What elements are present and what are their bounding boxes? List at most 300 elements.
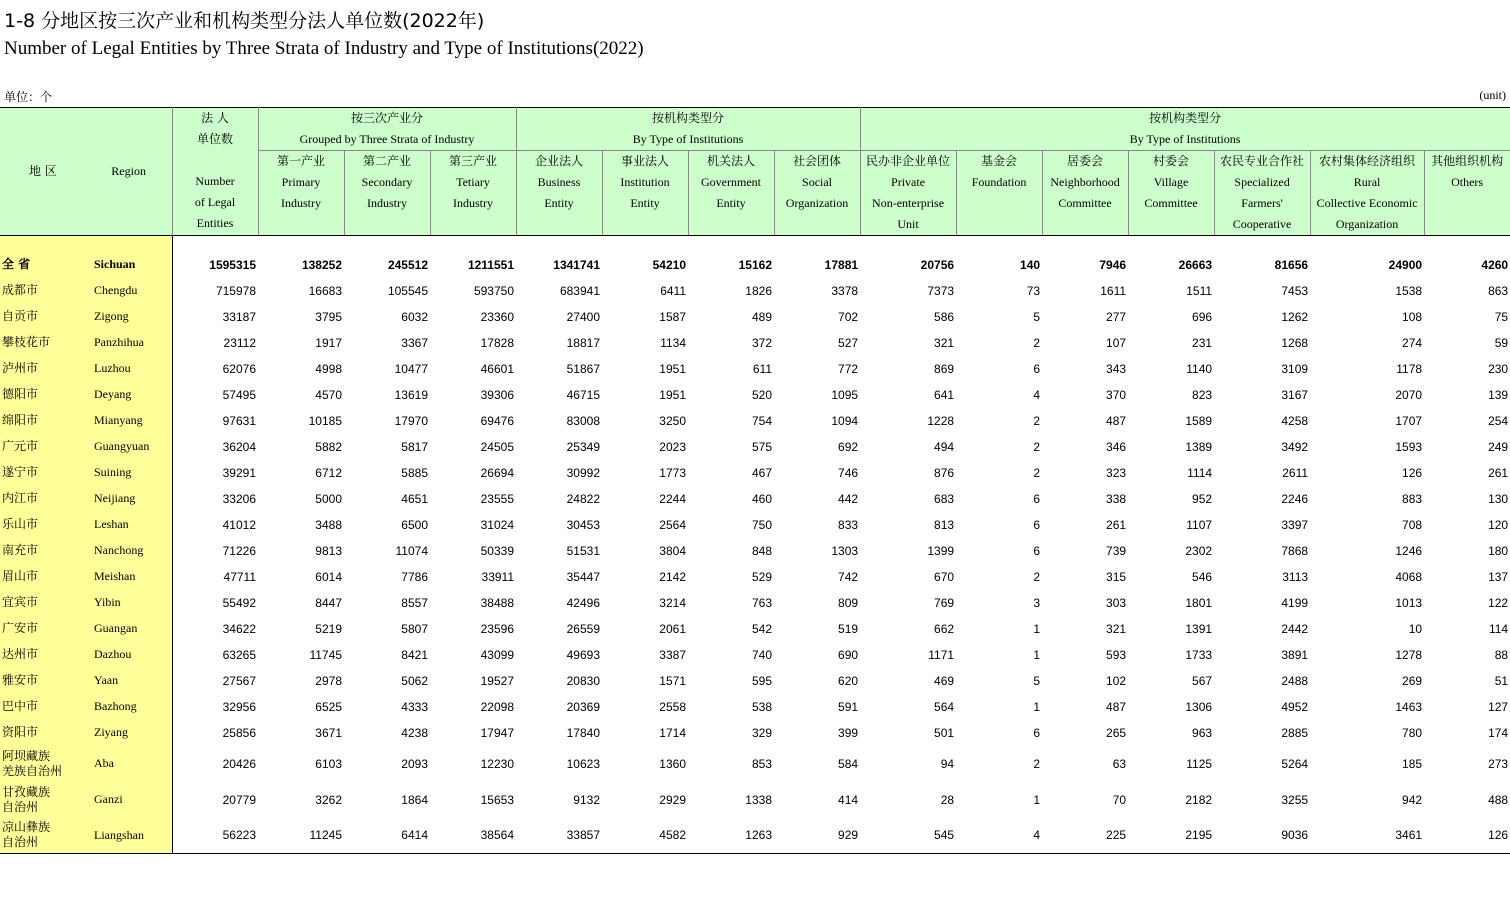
table-cell: 780 [1402,725,1423,740]
table-cell: 36204 [222,439,256,454]
table-cell: 1571 [659,673,686,688]
table-cell: 2023 [659,439,686,454]
table-row [0,278,1510,304]
table-row [0,330,1510,356]
table-cell: 6 [1033,543,1041,558]
table-cell: 467 [751,465,772,480]
table-cell: 683 [934,491,955,506]
table-cell: 140 [1020,257,1041,272]
table-row [0,460,1510,486]
region-name-cn: 雅安市 [0,668,86,694]
col-secondary-cn: 第二产业 [362,154,411,168]
table-cell: 4238 [401,725,428,740]
total-header-en-3: Entities [196,216,234,230]
col-institution-cn: 事业法人 [620,154,669,168]
table-cell: 1125 [1186,756,1213,771]
table-row [0,304,1510,330]
table-cell: 3795 [315,309,342,324]
table-cell: 1463 [1395,699,1423,714]
table-cell: 772 [838,361,859,376]
group-institution-header-2 [860,108,1510,151]
table-cell: 254 [1488,413,1509,428]
table-cell: 1341741 [553,257,600,272]
table-cell: 19527 [480,673,514,688]
table-cell: 863 [1488,283,1509,298]
table-cell: 489 [751,309,772,324]
table-cell: 6525 [315,699,342,714]
table-cell: 3891 [1281,647,1309,662]
col-neighborhood-header [1042,151,1128,236]
table-cell: 185 [1402,756,1423,771]
table-cell: 564 [934,699,955,714]
col-village-header [1128,151,1214,236]
table-cell: 2182 [1185,792,1213,807]
table-cell: 690 [838,647,859,662]
table-cell: 584 [838,756,859,771]
table-row [0,746,1510,782]
table-cell: 8557 [401,595,428,610]
table-cell: 26663 [1178,257,1213,272]
col-secondary-header [344,151,430,236]
region-name-en: Yaan [86,668,172,694]
col-private-header [860,151,956,236]
table-row [0,590,1510,616]
table-cell: 8447 [315,595,342,610]
table-cell: 114 [1488,621,1509,636]
region-name-en: Panzhihua [86,330,172,356]
table-cell: 94 [940,756,955,771]
col-social-en1: Social [802,175,833,189]
table-cell: 5264 [1281,756,1309,771]
table-cell: 853 [751,756,772,771]
table-cell: 715978 [215,283,256,298]
col-others-header [1424,151,1510,236]
table-row [0,720,1510,746]
table-row [0,668,1510,694]
col-primary-en2: Industry [281,196,321,210]
table-cell: 2302 [1185,543,1213,558]
table-cell: 15162 [738,257,772,272]
table-cell: 56223 [172,818,258,854]
table-cell: 1595315 [209,257,256,272]
table-cell: 6032 [401,309,428,324]
table-cell: 174 [1488,725,1509,740]
table-cell: 963 [1192,725,1213,740]
table-cell: 501 [934,725,955,740]
table-cell: 49693 [566,647,600,662]
table-cell: 126 [1424,818,1510,854]
col-tertiary-en2: Industry [453,196,493,210]
table-cell: 929 [774,818,860,854]
table-cell: 739 [1106,543,1127,558]
table-cell: 33857 [516,818,602,854]
table-cell: 23555 [480,491,514,506]
table-cell: 1095 [831,387,859,402]
region-name-en: Liangshan [86,818,172,854]
table-row [0,434,1510,460]
table-row [0,642,1510,668]
table-cell: 24505 [480,439,514,454]
table-cell: 593750 [473,283,514,298]
table-cell: 692 [838,439,859,454]
table-cell: 265 [1106,725,1127,740]
table-cell: 130 [1488,491,1509,506]
table-cell: 2885 [1281,725,1309,740]
col-others-cn: 其他组织机构 [1431,154,1504,168]
table-cell: 30992 [566,465,600,480]
table-cell: 277 [1106,309,1127,324]
table-cell: 20369 [566,699,600,714]
table-cell: 1094 [831,413,859,428]
table-cell: 105545 [387,283,428,298]
table-cell: 30453 [566,517,600,532]
table-cell: 1611 [1100,283,1127,298]
table-cell: 43099 [480,647,514,662]
table-cell: 469 [934,673,955,688]
table-cell: 5062 [401,673,428,688]
table-row [0,564,1510,590]
table-cell: 50339 [480,543,514,558]
region-name-en: Neijiang [86,486,172,512]
region-name-en: Ziyang [86,720,172,746]
table-cell: 4258 [1281,413,1309,428]
table-cell: 1538 [1395,283,1423,298]
table-cell: 102 [1106,673,1127,688]
region-name-en: Mianyang [86,408,172,434]
table-cell: 813 [934,517,955,532]
table-cell: 2 [1033,569,1041,584]
table-cell: 4651 [401,491,428,506]
region-name-en: Ganzi [86,782,172,818]
table-cell: 62076 [222,361,256,376]
table-cell: 4582 [602,818,688,854]
table-cell: 2093 [401,756,428,771]
region-name-en: Suining [86,460,172,486]
table-cell: 5882 [315,439,342,454]
table-cell: 261 [1106,517,1127,532]
table-cell: 527 [838,335,859,350]
table-cell: 1589 [1185,413,1213,428]
table-cell: 5817 [401,439,428,454]
table-cell: 3214 [659,595,686,610]
table-cell: 38488 [480,595,514,610]
table-cell: 833 [838,517,859,532]
table-cell: 12230 [480,756,514,771]
region-name-cn: 广元市 [0,434,86,460]
table-cell: 740 [751,647,772,662]
table-cell: 487 [1106,699,1127,714]
table-cell: 139 [1488,387,1509,402]
region-name-cn [0,818,86,854]
region-name-en: Meishan [86,564,172,590]
table-cell: 3488 [315,517,342,532]
table-cell: 5 [1033,309,1041,324]
table-cell: 1951 [659,361,686,376]
region-name-cn: 达州市 [0,642,86,668]
region-name-en: Dazhou [86,642,172,668]
table-cell: 88 [1494,647,1509,662]
table-cell: 1228 [927,413,955,428]
region-name-cn: 南充市 [0,538,86,564]
region-name-cn: 资阳市 [0,720,86,746]
table-cell: 17970 [394,413,428,428]
table-cell: 591 [838,699,859,714]
table-cell: 487 [1106,413,1127,428]
col-secondary-en1: Secondary [361,175,413,189]
table-cell: 73 [1026,283,1041,298]
table-cell: 5807 [401,621,428,636]
table-cell: 138252 [301,257,342,272]
col-private-en1: Private [891,175,926,189]
table-cell: 3109 [1281,361,1309,376]
table-cell: 3250 [659,413,686,428]
table-cell: 1826 [745,283,772,298]
col-neighborhood-en2: Committee [1058,196,1112,210]
table-title-en: Number of Legal Entities by Three Strata of Industry and Type of Institutions(2022) [4,38,644,59]
table-cell: 2 [1033,335,1041,350]
table-cell: 1593 [1395,439,1423,454]
table-cell: 25349 [566,439,600,454]
table-cell: 17881 [824,257,859,272]
table-cell: 33911 [481,569,514,584]
table-cell: 273 [1488,756,1509,771]
region-header-cn: 地 区 [28,164,57,178]
region-name-en: Aba [86,746,172,782]
table-cell: 546 [1192,569,1213,584]
col-rural-en1: Rural [1353,175,1381,189]
table-cell: 1262 [1281,309,1309,324]
table-cell: 59 [1494,335,1509,350]
table-cell: 2929 [659,792,686,807]
table-cell: 75 [1494,309,1509,324]
table-cell: 696 [1192,309,1213,324]
table-cell: 9036 [1214,818,1310,854]
table-cell: 2978 [315,673,342,688]
col-coop-en2: Farmers' [1241,196,1283,210]
table-cell: 595 [751,673,772,688]
table-cell: 10 [1408,621,1423,636]
table-cell: 107 [1106,335,1127,350]
region-name-cn: 德阳市 [0,382,86,408]
table-cell: 63 [1112,756,1127,771]
table-cell: 34622 [222,621,256,636]
table-cell: 39306 [480,387,514,402]
col-foundation-header [956,151,1042,236]
group-industry-en: Grouped by Three Strata of Industry [299,132,475,146]
table-cell: 529 [751,569,772,584]
group-industry-header [258,108,516,151]
table-cell: 274 [1402,335,1423,350]
group-industry-cn: 按三次产业分 [350,111,423,125]
total-header-cn-1: 法 人 [201,111,229,125]
table-cell: 5219 [315,621,342,636]
col-private-cn: 民办非企业单位 [866,154,951,168]
col-neighborhood-en1: Neighborhood [1050,175,1120,189]
table-cell: 230 [1488,361,1509,376]
table-cell: 2142 [659,569,686,584]
table-cell: 542 [751,621,772,636]
table-cell: 343 [1106,361,1127,376]
total-header [172,108,258,236]
col-government-header [688,151,774,236]
region-name-cn: 巴中市 [0,694,86,720]
table-cell: 11074 [395,543,428,558]
table-cell: 22098 [480,699,514,714]
region-name-cn-line2: 自治州 [2,835,39,850]
region-name-cn [0,782,86,818]
region-name-cn-line1: 阿坝藏族 [2,748,51,763]
col-rural-header [1310,151,1424,236]
table-cell: 809 [838,595,859,610]
col-social-header [774,151,860,236]
table-cell: 1107 [1186,517,1213,532]
table-cell: 2244 [659,491,686,506]
region-name-en: Bazhong [86,694,172,720]
table-cell: 9132 [573,792,600,807]
table-cell: 883 [1402,491,1423,506]
total-header-en-1: Number [195,174,235,188]
table-cell: 4068 [1395,569,1423,584]
region-name-en: Chengdu [86,278,172,304]
table-cell: 323 [1106,465,1127,480]
table-cell: 4260 [1481,257,1509,272]
col-government-en1: Government [701,175,761,189]
table-cell: 1246 [1395,543,1423,558]
table-cell: 269 [1402,673,1423,688]
table-cell: 662 [934,621,955,636]
table-cell: 10185 [308,413,342,428]
col-government-en2: Entity [716,196,746,210]
table-cell: 1 [1033,699,1041,714]
table-cell: 2 [1033,756,1041,771]
col-tertiary-header [430,151,516,236]
col-primary-header [258,151,344,236]
table-body [0,236,1510,868]
table-cell: 83008 [566,413,600,428]
table-cell: 11245 [258,818,344,854]
total-header-en-2: of Legal [194,195,236,209]
total-header-cn-2: 单位数 [196,132,233,146]
table-cell: 249 [1488,439,1509,454]
table-cell: 20426 [222,756,256,771]
table-cell: 31024 [480,517,514,532]
table-cell: 538 [751,699,772,714]
region-name-cn [0,746,86,782]
table-cell: 2488 [1281,673,1309,688]
table-cell: 26694 [480,465,514,480]
table-cell: 33187 [222,309,256,324]
table-cell: 876 [934,465,955,480]
table-cell: 1171 [928,647,955,662]
table-cell: 23112 [223,335,256,350]
col-business-cn: 企业法人 [534,154,583,168]
col-government-cn: 机关法人 [706,154,755,168]
region-name-en: Yibin [86,590,172,616]
table-cell: 6414 [344,818,430,854]
table-cell: 315 [1106,569,1127,584]
table-cell: 27400 [566,309,600,324]
table-cell: 1391 [1185,621,1213,636]
col-business-en1: Business [537,175,581,189]
table-cell: 231 [1192,335,1213,350]
table-cell: 5885 [401,465,428,480]
table-cell: 11745 [309,647,342,662]
table-cell: 16683 [308,283,342,298]
table-cell: 823 [1192,387,1213,402]
table-cell: 51867 [566,361,600,376]
table-cell: 488 [1488,792,1509,807]
group-institution-2-cn: 按机构类型分 [1149,111,1222,125]
table-cell: 6014 [315,569,342,584]
col-village-cn: 村委会 [1153,154,1190,168]
total-row [0,252,1510,278]
table-cell: 27567 [222,673,256,688]
table-cell: 122 [1488,595,1509,610]
table-cell: 3255 [1281,792,1309,807]
col-primary-cn: 第一产业 [276,154,325,168]
table-cell: 57495 [222,387,256,402]
table-cell: 442 [838,491,859,506]
region-name-cn-line2: 羌族自治州 [2,763,63,778]
table-cell: 4333 [401,699,428,714]
legal-entities-table [0,107,1510,868]
table-cell: 8421 [401,647,428,662]
region-name-cn: 成都市 [0,278,86,304]
table-cell: 1714 [659,725,686,740]
table-row [0,382,1510,408]
region-name-en: Leshan [86,512,172,538]
table-cell: 25856 [222,725,256,740]
col-others-en1: Others [1451,175,1484,189]
table-row [0,512,1510,538]
table-cell: 545 [860,818,956,854]
table-cell: 5000 [315,491,342,506]
table-cell: 1389 [1185,439,1213,454]
col-institution-en1: Institution [620,175,670,189]
table-cell: 1707 [1395,413,1423,428]
table-row [0,694,1510,720]
table-cell: 754 [751,413,772,428]
table-row [0,818,1510,854]
col-private-en2: Non-enterprise [872,196,945,210]
table-cell: 97631 [222,413,256,428]
table-cell: 1211551 [467,257,514,272]
table-cell: 7453 [1281,283,1309,298]
table-row [0,408,1510,434]
table-cell: 6411 [660,283,686,298]
col-secondary-en2: Industry [367,196,407,210]
table-cell: 3113 [1282,569,1309,584]
table-cell: 702 [838,309,859,324]
region-header-en: Region [111,164,146,178]
table-cell: 46601 [480,361,514,376]
table-cell: 39291 [222,465,256,480]
table-cell: 750 [751,517,772,532]
table-cell: 3 [1033,595,1041,610]
table-cell: 9813 [315,543,342,558]
col-tertiary-en1: Tetiary [456,175,490,189]
col-coop-en3: Cooperative [1232,217,1292,231]
table-cell: 23360 [480,309,514,324]
col-rural-en3: Organization [1335,217,1399,231]
table-cell: 346 [1106,439,1127,454]
table-cell: 1951 [659,387,686,402]
table-cell: 1263 [688,818,774,854]
table-cell: 17840 [566,725,600,740]
table-cell: 69476 [480,413,514,428]
table-cell: 1140 [1186,361,1213,376]
region-name-en: Guangyuan [86,434,172,460]
